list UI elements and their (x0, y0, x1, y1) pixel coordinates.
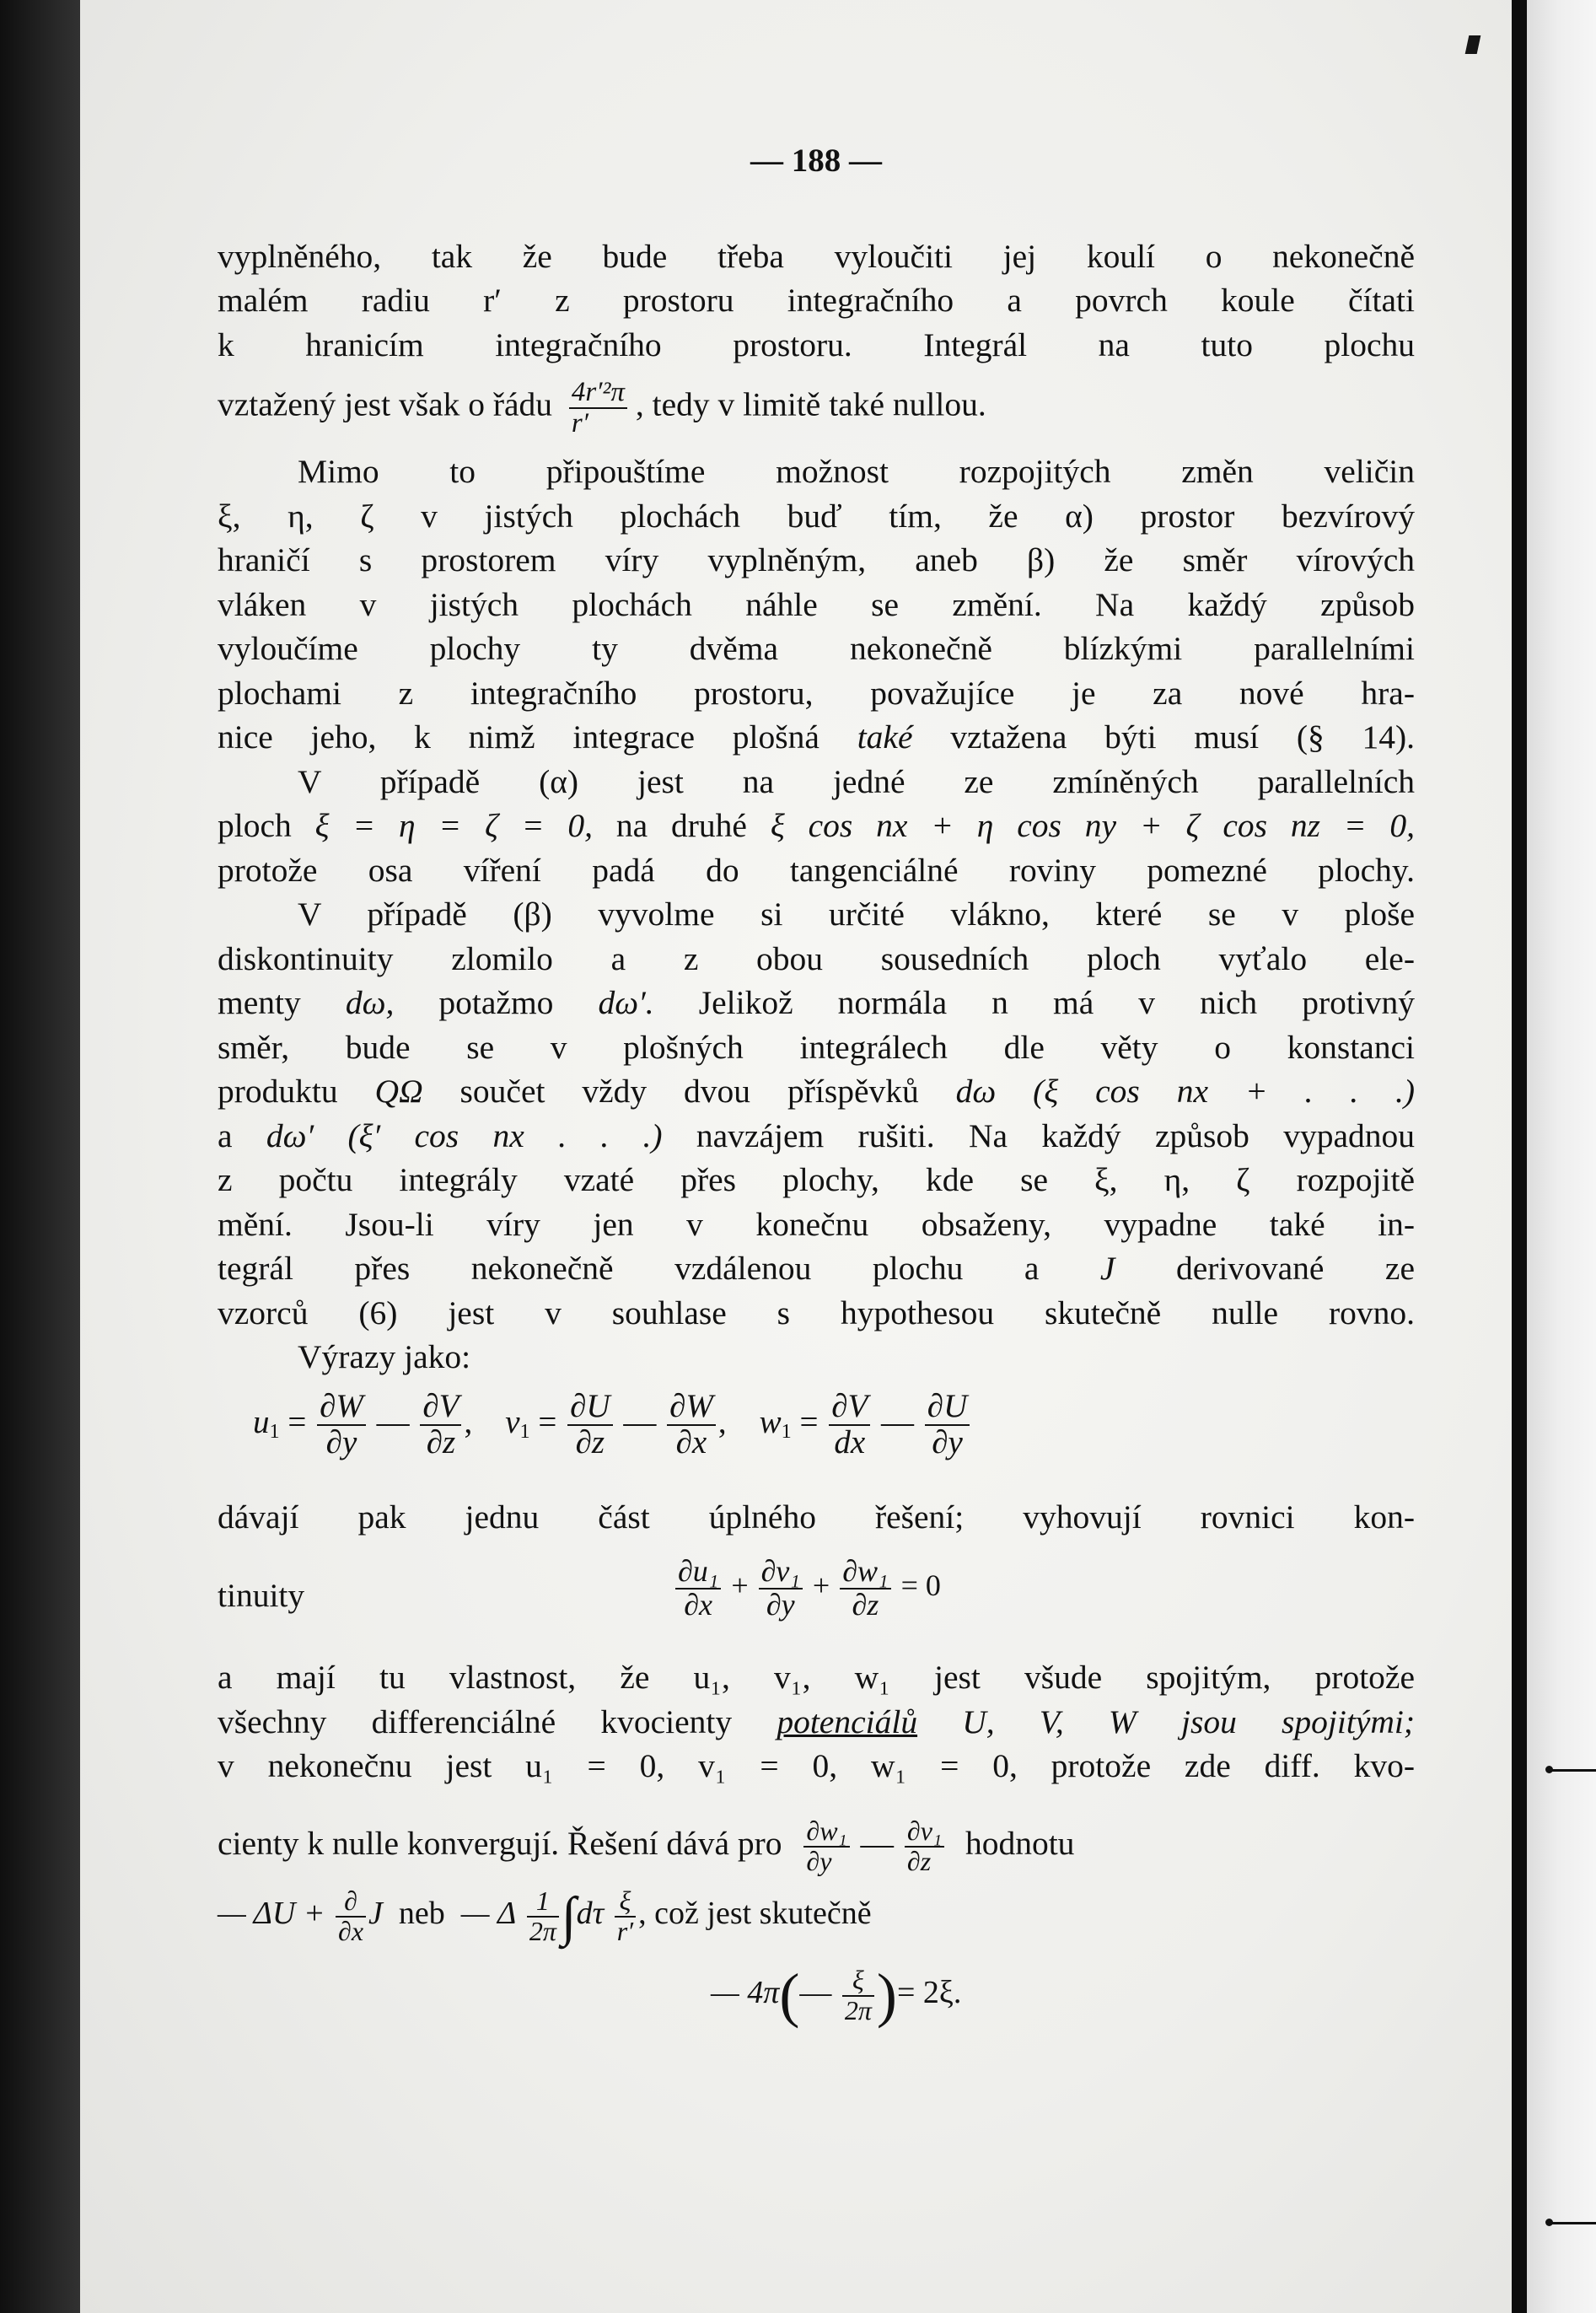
next-page-edge (1527, 0, 1596, 2313)
fraction (615, 1887, 636, 1945)
fraction-denominator: ∂y (766, 1587, 795, 1622)
fraction-denominator: r′ (571, 407, 588, 438)
text-span: vztažena býti musí (§ 14). (950, 718, 1416, 756)
text-line: V případě (α) jest na jedné ze zmíněných parallelních (298, 763, 1415, 800)
fraction (336, 1887, 366, 1945)
fraction-numerator: ∂v₁ (905, 1817, 944, 1848)
fraction (803, 1817, 849, 1875)
math-paren: ( (779, 1961, 800, 2029)
text-span: menty (218, 984, 301, 1021)
fraction-numerator: ∂v₁ (759, 1556, 803, 1590)
page-text (218, 0, 1415, 2313)
text-span: na druhé (615, 807, 747, 844)
fraction (675, 1556, 721, 1622)
text-line: a mají tu vlastnost, že u₁, v₁, w₁ jest všude spojitým, protože (218, 1659, 1415, 1696)
fraction-numerator: ξ (842, 1966, 874, 1997)
math-expression: — ΔU + (218, 1896, 325, 1932)
text-span: všechny differenciálné kvocienty (218, 1703, 733, 1740)
math-symbol: dτ (576, 1896, 605, 1932)
text-span: , což jest skutečně (638, 1896, 872, 1932)
text-line (218, 1117, 1415, 1154)
text-line (218, 378, 1415, 438)
fraction-denominator: r′ (616, 1915, 634, 1946)
fraction (905, 1817, 944, 1875)
math-expression: — Δ (460, 1896, 517, 1932)
math-inline: dω′. (598, 984, 654, 1021)
fraction (420, 1390, 461, 1460)
math-subscript: 1 (519, 1419, 530, 1443)
text-line: vláken v jistých plochách náhle se změní. Na každý způsob (218, 586, 1415, 623)
equation-solution (218, 1885, 872, 1948)
margin-mark (1548, 2222, 1596, 2224)
fraction-numerator: ∂V (420, 1390, 461, 1426)
text-span: tegrál přes nekonečně vzdálenou plochu a (218, 1250, 1040, 1287)
fraction-denominator: dx (834, 1423, 866, 1460)
math-operator: — (376, 1403, 410, 1440)
fraction-numerator: ∂U (567, 1390, 612, 1426)
fraction-denominator: ∂x (684, 1587, 713, 1622)
text-line: diskontinuity zlomilo a z obou sousedních ploch vyťalo ele- (218, 940, 1415, 977)
text-line (218, 1252, 1415, 1286)
text-span: produktu (218, 1073, 338, 1110)
text-line: k hranicím integračního prostoru. Integrál na tuto plochu (218, 326, 1415, 363)
fraction-numerator: ξ (615, 1887, 636, 1918)
math-operator: = 2ξ. (896, 1975, 962, 2011)
text-span: a (218, 1117, 233, 1154)
fraction (829, 1390, 870, 1460)
math-paren: ) (876, 1961, 897, 2029)
margin-dot (1545, 2219, 1553, 2226)
fraction-denominator: ∂x (338, 1915, 364, 1946)
text-line: tinuity (218, 1577, 305, 1614)
text-line: z počtu integrály vzaté přes plochy, kde se ξ, η, ζ rozpojitě (218, 1161, 1415, 1198)
fraction-denominator: ∂z (852, 1587, 879, 1622)
text-line: plochami z integračního prostoru, považujíce je za nové hra- (218, 675, 1415, 712)
text-line: dávají pak jednu část úplného řešení; vyhovují rovnici kon- (218, 1498, 1415, 1536)
math-symbol: J (368, 1896, 383, 1932)
math-inline: ξ cos nx + η cos ny + ζ cos nz = 0, (770, 807, 1416, 844)
equation-result (711, 1961, 961, 2031)
fraction (840, 1556, 890, 1622)
equation-continuity (673, 1556, 941, 1622)
fraction-denominator: ∂y (932, 1423, 963, 1460)
text-line (218, 807, 1416, 844)
math-operator: — (881, 1403, 915, 1440)
text-line: vyplněného, tak že bude třeba vyloučiti jej koulí o nekonečně (218, 238, 1415, 275)
text-span: hodnotu (965, 1825, 1075, 1862)
text-line: Výrazy jako: (298, 1338, 471, 1375)
math-inline: J (1099, 1250, 1115, 1287)
text-span: nice jeho, k nimž integrace plošná (218, 718, 819, 756)
text-span: potažmo (438, 984, 554, 1021)
fraction-numerator: 1 (527, 1887, 559, 1918)
text-span: navzájem rušiti. Na každý způsob vypadnou (696, 1117, 1415, 1154)
text-line (218, 1075, 1415, 1109)
math-expression: — 4π (711, 1975, 780, 2011)
page-number: — 188 — (750, 143, 882, 179)
fraction-numerator: ∂W (317, 1390, 366, 1426)
text-line: mění. Jsou-li víry jen v konečnu obsaženy, vypadne také in- (218, 1206, 1415, 1243)
math-operator: = (287, 1403, 307, 1440)
fraction-denominator: ∂y (806, 1845, 832, 1876)
text-span: Jelikož normála n má v nich protivný (698, 984, 1416, 1021)
fraction-denominator: ∂z (906, 1845, 932, 1876)
text-line (218, 1703, 1416, 1740)
math-operator: + (731, 1568, 749, 1603)
fraction (317, 1390, 366, 1460)
text-line: V případě (β) vyvolme si určité vlákno, které se v ploše (298, 896, 1415, 933)
math-operator: + (812, 1568, 830, 1603)
text-span: , tedy v limitě také nullou. (635, 385, 986, 423)
margin-dot (1545, 1766, 1553, 1773)
math-operator: = (538, 1403, 557, 1440)
math-inline: QΩ (374, 1073, 423, 1110)
fraction-numerator: ∂w₁ (840, 1556, 890, 1590)
math-punct: , (464, 1403, 473, 1440)
fraction-numerator: ∂w₁ (803, 1817, 849, 1848)
fraction-denominator: ∂y (325, 1423, 357, 1460)
text-line: hraničí s prostorem víry vyplněným, aneb β) že směr vírových (218, 541, 1415, 578)
math-punct: , (717, 1403, 727, 1440)
math-operator: — (860, 1825, 895, 1862)
text-span: ploch (218, 807, 292, 844)
text-span: cienty k nulle konvergují. Řešení dává pro (218, 1825, 782, 1862)
fraction (567, 1390, 612, 1460)
text-line: ξ, η, ζ v jistých plochách buď tím, že α) prostor bezvírový (218, 498, 1415, 535)
text-line (218, 984, 1416, 1021)
fraction-denominator: ∂z (426, 1423, 456, 1460)
fraction-denominator: 2π (529, 1915, 556, 1946)
text-line: směr, bude se v plošných integrálech dle věty o konstanci (218, 1029, 1415, 1066)
fraction (925, 1390, 970, 1460)
text-line: vyloučíme plochy ty dvěma nekonečně blízkými parallelními (218, 630, 1415, 667)
math-inline: dω (ξ cos nx + . . .) (955, 1073, 1416, 1110)
math-inline: ξ = η = ζ = 0, (314, 807, 593, 844)
math-inline: dω, (345, 984, 395, 1021)
math-operator: — (623, 1403, 657, 1440)
math-operator: = (799, 1403, 819, 1440)
fraction (569, 378, 627, 438)
math-symbol: w (759, 1403, 782, 1440)
math-subscript: 1 (269, 1419, 280, 1443)
text-line (218, 1817, 1415, 1876)
text-line: Mimo to připouštíme možnost rozpojitých změn veličin (298, 453, 1415, 490)
text-line: v nekonečnu jest u₁ = 0, v₁ = 0, w₁ = 0, protože zde diff. kvo- (218, 1747, 1415, 1784)
text-span: vztažený jest však o řádu (218, 385, 553, 423)
fraction (842, 1966, 874, 2025)
text-italic: potenciálů (777, 1703, 918, 1740)
text-span: derivované ze (1175, 1250, 1415, 1287)
equation-velocity-components (253, 1390, 972, 1460)
text-span: součet vždy dvou příspěvků (459, 1073, 919, 1110)
fraction-numerator: 4r′²π (569, 378, 627, 409)
math-inline: dω′ (ξ′ cos nx . . .) (266, 1117, 663, 1154)
text-span: neb (398, 1896, 445, 1932)
fraction-denominator: 2π (844, 1994, 872, 2025)
math-operator: = 0 (900, 1568, 941, 1603)
integral-sign: ∫ (561, 1885, 577, 1946)
fraction-numerator: ∂V (829, 1390, 870, 1426)
fraction (667, 1390, 716, 1460)
fraction-denominator: ∂z (575, 1423, 605, 1460)
margin-mark (1548, 1769, 1596, 1772)
text-line: vzorců (6) jest v souhlase s hypothesou skutečně nulle rovno. (218, 1294, 1415, 1331)
fraction-numerator: ∂U (925, 1390, 970, 1426)
fraction-numerator: ∂W (667, 1390, 716, 1426)
text-line: protože osa víření padá do tangenciálné roviny pomezné plochy. (218, 852, 1415, 889)
fraction-denominator: ∂x (675, 1423, 707, 1460)
math-subscript: 1 (781, 1419, 792, 1443)
fraction (759, 1556, 803, 1622)
text-line: malém radiu r′ z prostoru integračního a povrch koule čítati (218, 282, 1415, 319)
fraction-numerator: ∂ (336, 1887, 366, 1918)
math-operator: — (799, 1975, 832, 2011)
fraction (527, 1887, 559, 1945)
text-line (218, 718, 1416, 756)
fraction-numerator: ∂u₁ (675, 1556, 721, 1590)
math-symbol: v (505, 1403, 520, 1440)
page-gutter (1512, 0, 1527, 2313)
math-symbol: u (253, 1403, 270, 1440)
text-span: U, V, W jsou spojitými; (962, 1703, 1416, 1740)
text-italic: také (857, 718, 913, 756)
